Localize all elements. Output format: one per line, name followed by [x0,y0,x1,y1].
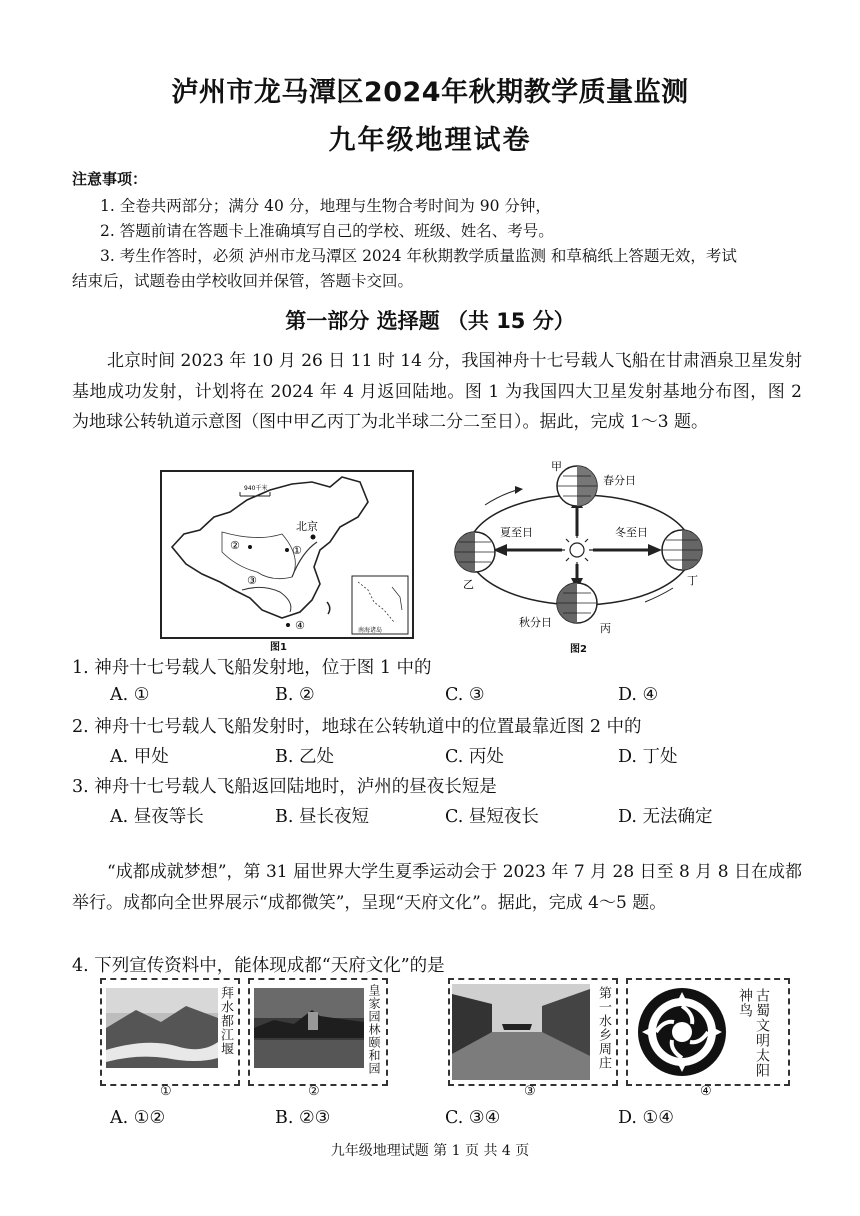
site-2-dot [248,545,252,549]
beijing-dot [311,535,316,540]
label-jia: 甲 [551,460,562,473]
earth-bing-icon [557,583,597,623]
q2-option-b[interactable]: B. 乙处 [275,747,334,767]
dujiangyan-image [106,988,218,1068]
passage-2: “成都成就梦想”，第 31 届世界大学生夏季运动会于 2023 年 7 月 28 日至 8 月 8 日在成都举行。成都向全世界展示“成都微笑”，呈现“天府文化”。据此，完成 4～5 题。 [72,862,802,913]
site-1-dot [285,548,289,552]
q4-option-b[interactable]: B. ②③ [275,1108,331,1128]
q2-option-a[interactable]: A. 甲处 [110,747,169,767]
label-yi: 乙 [463,578,474,591]
marker-1: ① [292,544,302,557]
zhouzhuang-image [452,984,590,1080]
label-ding: 丁 [687,574,698,587]
inset-label: 南海诸岛 [358,627,383,634]
notice-item-1: 1. 全卷共两部分；满分 40 分，地理与生物合考时间为 90 分钟， [100,197,551,215]
label-autumn: 秋分日 [519,616,552,629]
q1-option-b[interactable]: B. ② [275,685,315,705]
figure-2-orbit [445,460,715,640]
q1-option-c[interactable]: C. ③ [445,685,485,705]
photo-3-number: ③ [524,1084,536,1099]
q4-option-c[interactable]: C. ③④ [445,1108,501,1128]
photo-summer-palace [248,978,388,1086]
marker-3: ③ [247,574,257,587]
q1-option-a[interactable]: A. ① [110,685,150,705]
q2-option-d[interactable]: D. 丁处 [618,747,678,767]
label-spring: 春分日 [603,474,636,487]
passage-1: 北京时间 2023 年 10 月 26 日 11 时 14 分，我国神舟十七号载人飞船在甘肃酒泉卫星发射基地成功发射，计划将在 2024 年 4 月返回陆地。图 1 为我国四大卫星发射基地分布图，图 2 为地球公转轨道示意图（图中甲乙丙丁为北半球二分二至日）。据此，完成 1～3 题。 [72,351,802,432]
q3-option-b[interactable]: B. 昼长夜短 [275,807,369,827]
summer-palace-image [254,988,364,1068]
exam-title: 泸州市龙马潭区2024年秋期教学质量监测 [171,77,689,108]
orbit-svg [445,460,715,640]
photo-zhouzhuang [448,978,618,1086]
q3-option-d[interactable]: D. 无法确定 [618,807,713,827]
q4-option-a[interactable]: A. ①② [110,1108,166,1128]
china-map-svg [162,472,412,637]
notice-item-3: 3. 考生作答时，必须 泸州市龙马潭区 2024 年秋期教学质量监测 和草稿纸上答题无效，考试 [100,247,737,265]
site-4-dot [286,623,290,627]
earth-jia-icon [557,466,597,506]
q3-option-c[interactable]: C. 昼短夜长 [445,807,539,827]
photo-sunbird [626,978,790,1086]
photo-3-caption: 第一水乡周庄 [596,986,611,1070]
figure-1-map [160,470,414,639]
figure-2-caption: 图2 [570,644,587,655]
photo-2-number: ② [308,1084,320,1099]
q1-option-d[interactable]: D. ④ [618,685,659,705]
notice-item-2: 2. 答题前请在答题卡上准确填写自己的学校、班级、姓名、考号。 [100,222,554,240]
photo-dujiangyan [100,978,240,1086]
label-winter: 冬至日 [615,526,648,539]
figure-1-caption: 图1 [270,642,287,653]
photo-1-number: ① [160,1084,172,1099]
exam-subtitle: 九年级地理试卷 [328,125,532,156]
earth-ding-icon [662,530,702,570]
q4-option-d[interactable]: D. ①④ [618,1108,674,1128]
photo-1-caption: 拜水都江堰 [218,986,233,1056]
photo-4-number: ④ [700,1084,712,1099]
beijing-label: 北京 [296,520,318,533]
notice-heading: 注意事项： [72,170,148,188]
page-footer: 九年级地理试题 第 1 页 共 4 页 [330,1143,530,1159]
label-summer: 夏至日 [500,526,533,539]
marker-4: ④ [295,619,305,632]
q2-option-c[interactable]: C. 丙处 [445,747,504,767]
question-1: 1. 神舟十七号载人飞船发射地，位于图 1 中的 [72,658,432,678]
label-bing: 丙 [600,622,611,635]
question-3: 3. 神舟十七号载人飞船返回陆地时，泸州的昼夜长短是 [72,777,497,797]
photo-2-caption: 皇家园林颐和园 [367,984,381,1075]
earth-yi-icon [455,532,495,572]
photo-4-caption: 古蜀文明太阳神鸟 [737,988,770,1078]
q3-option-a[interactable]: A. 昼夜等长 [110,807,204,827]
notice-item-3-cont: 结束后，试题卷由学校收回并保管，答题卡交回。 [72,272,414,290]
question-4: 4. 下列宣传资料中，能体现成都“天府文化”的是 [72,956,445,976]
map-scale: 940千米 [244,485,268,492]
sun-bird-icon [634,984,730,1080]
question-2: 2. 神舟十七号载人飞船发射时，地球在公转轨道中的位置最靠近图 2 中的 [72,717,642,737]
section-title: 第一部分 选择题 （共 15 分） [285,309,575,333]
sun-icon [561,534,593,566]
marker-2: ② [230,539,240,552]
